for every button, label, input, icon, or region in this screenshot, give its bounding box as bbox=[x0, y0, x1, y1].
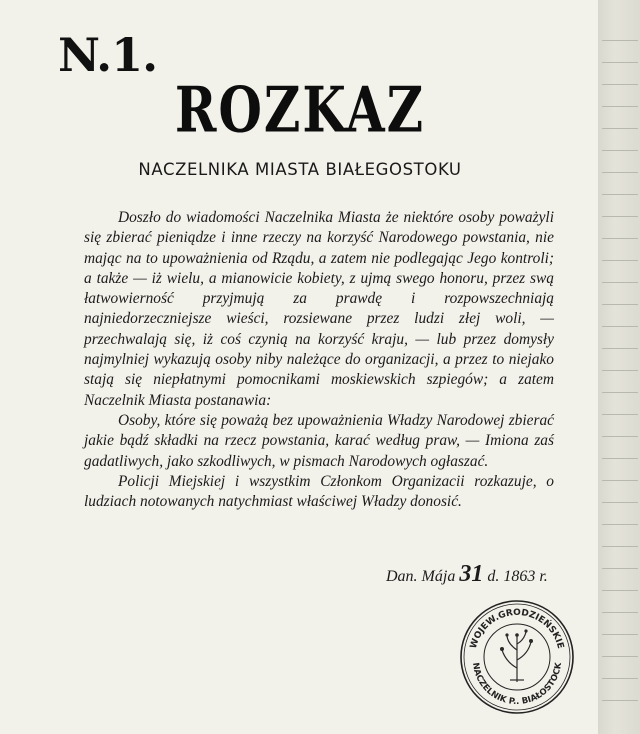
document-title: ROZKAZ bbox=[174, 72, 426, 147]
svg-text:WOJEW.GRODZIEŃSKIE: WOJEW.GRODZIEŃSKIE bbox=[468, 608, 566, 650]
document-number: N.1. bbox=[58, 28, 158, 82]
paragraph-intro: Doszło do wiadomości Naczelnika Miasta że niektóre osoby poważyli się zbierać pieniądze i inne rzeczy na korzyść Narodowego powstania, nie mając na to upoważnienia od Rządu, a zatem nie podlegając Jego kontroli; a także — iż wielu, a mianowicie kobiety, z ujmą swego honoru, przez swą łatwowierność przyjmują za prawdę i rozpowszechniają najniedorzeczniejsze wieści, rozsiewane przez ludzi złej woli, — przechwalają się, iż coś czynią na korzyść kraju, — lub przez domysły najmylniej wykazują osoby niby należące do organizacji, a przez to niejako stają się niepłatnymi pomocnikami moskiewskich szpiegów; a zatem Naczelnik Miasta postanawia: bbox=[84, 209, 554, 409]
date-day: 31 bbox=[459, 561, 484, 587]
paragraph-decree: Osoby, które się poważą bez upoważnienia Władzy Narodowej zbierać jakie bądź składki na rzecz powstania, karać według praw, — Imiona zaś gadatliwych, jako szkodliwych, w pismach Narodowych ogłaszać. bbox=[84, 411, 554, 470]
svg-text:NACZELNIK P.. BIAŁOSTOCK: NACZELNIK P.. BIAŁOSTOCK bbox=[469, 661, 564, 708]
adjacent-page-edge bbox=[598, 0, 640, 734]
date-suffix: d. 1863 r. bbox=[487, 568, 548, 585]
official-seal-stamp bbox=[458, 598, 576, 716]
document-date bbox=[386, 561, 548, 588]
document-body bbox=[84, 208, 554, 512]
paragraph-police: Policji Miejskiej i wszystkim Członkom Organizacii rozkazuje, o ludziach notowanych natychmiast właściwej Władzy donosić. bbox=[84, 472, 554, 511]
date-prefix: Dan. Mája bbox=[386, 568, 456, 585]
document-subtitle: NACZELNIKA MIASTA BIAŁEGOSTOKU bbox=[138, 160, 462, 179]
